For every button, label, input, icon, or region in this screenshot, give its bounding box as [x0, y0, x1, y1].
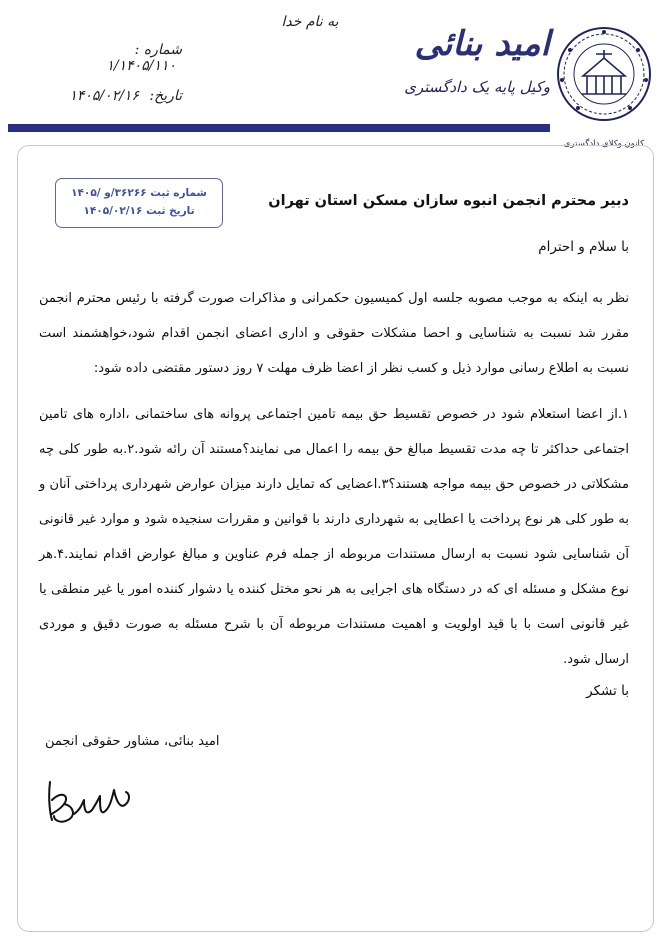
letter-number-value: ۱/۱۴۰۵/۱۱۰: [106, 58, 176, 74]
letter-date: [62, 88, 182, 104]
seal-caption: کانون وکلای دادگستری: [563, 139, 645, 149]
letter-date-value: ۱۴۰۵/۰۲/۱۶: [69, 88, 139, 104]
lawyer-name: امید بنائی: [414, 24, 550, 64]
registration-number: شماره ثبت ۳۶۲۶۶/و /۱۴۰۵: [71, 187, 207, 199]
letter-date-label: تاریخ:: [149, 88, 182, 104]
signer-line: امید بنائی، مشاور حقوقی انجمن: [45, 734, 220, 749]
lawyer-title: وکیل پایه یک دادگستری: [404, 78, 550, 96]
letter-number: [62, 42, 182, 74]
paragraph-requests: ۱.از اعضا استعلام شود در خصوص تقسیط حق بیمه تامین اجتماعی پروانه های ساختمانی ،اداره های تامین اجتماعی حداکثر تا چه مدت تقسیط مبالغ حق بیمه را اعمال می نمایند؟مستند آن رائه شود.۲.به طور کلی چه مشکلاتی در خصوص حق بیمه مواجه هستند؟۳.اعضایی که تمایل دارند میزان عوارض شهرداری پرداختی آنان و به طور کلی هر نوع پرداخت یا اعطایی به شهرداری دارند با قوانین و مقررات سنجیده شود و موارد غیر قانونی آن شناسایی شود نسبت به ارسال مستندات مربوطه از جمله فرم عناوین و مبالغ عوارض اقدام نمایند.۴.هر نوع مشکل و مسئله ای که در دستگاه های اجرایی به هر نحو مختل کننده یا دشوار کننده امور یا غیر منطقی یا غیر قانونی است با با قید اولویت و اهمیت مستندات مربوطه آن با شرح مسئله به صورت دقیق و موردی ارسال شود.: [39, 407, 629, 667]
registration-stamp: [55, 178, 223, 228]
salutation: با سلام و احترام: [538, 239, 629, 255]
addressee: دبیر محترم انجمن انبوه سازان مسکن استان تهران: [268, 193, 629, 209]
handwritten-signature: [40, 770, 140, 830]
registration-date: تاریخ ثبت ۱۴۰۵/۰۲/۱۶: [83, 205, 195, 217]
bar-association-seal: [552, 24, 656, 152]
letter-number-label: شماره :: [134, 42, 182, 58]
paragraph-intro: نظر به اینکه به موجب مصوبه جلسه اول کمیسیون حکمرانی و مذاکرات صورت گرفته با رئیس محترم انجمن مقرر شد نسبت به شناسایی و احصا مشکلات حقوقی و اداری اعضای انجمن اقدام شود،خواهشمند است نسبت به اطلاع رسانی موارد ذیل و کسب نظر از اعضا ظرف مهلت ۷ روز دستور مقتضی داده شود:: [39, 291, 629, 376]
bismillah: به نام خدا: [281, 14, 339, 30]
closing: با تشکر: [586, 683, 629, 699]
header-rule: [8, 124, 550, 132]
